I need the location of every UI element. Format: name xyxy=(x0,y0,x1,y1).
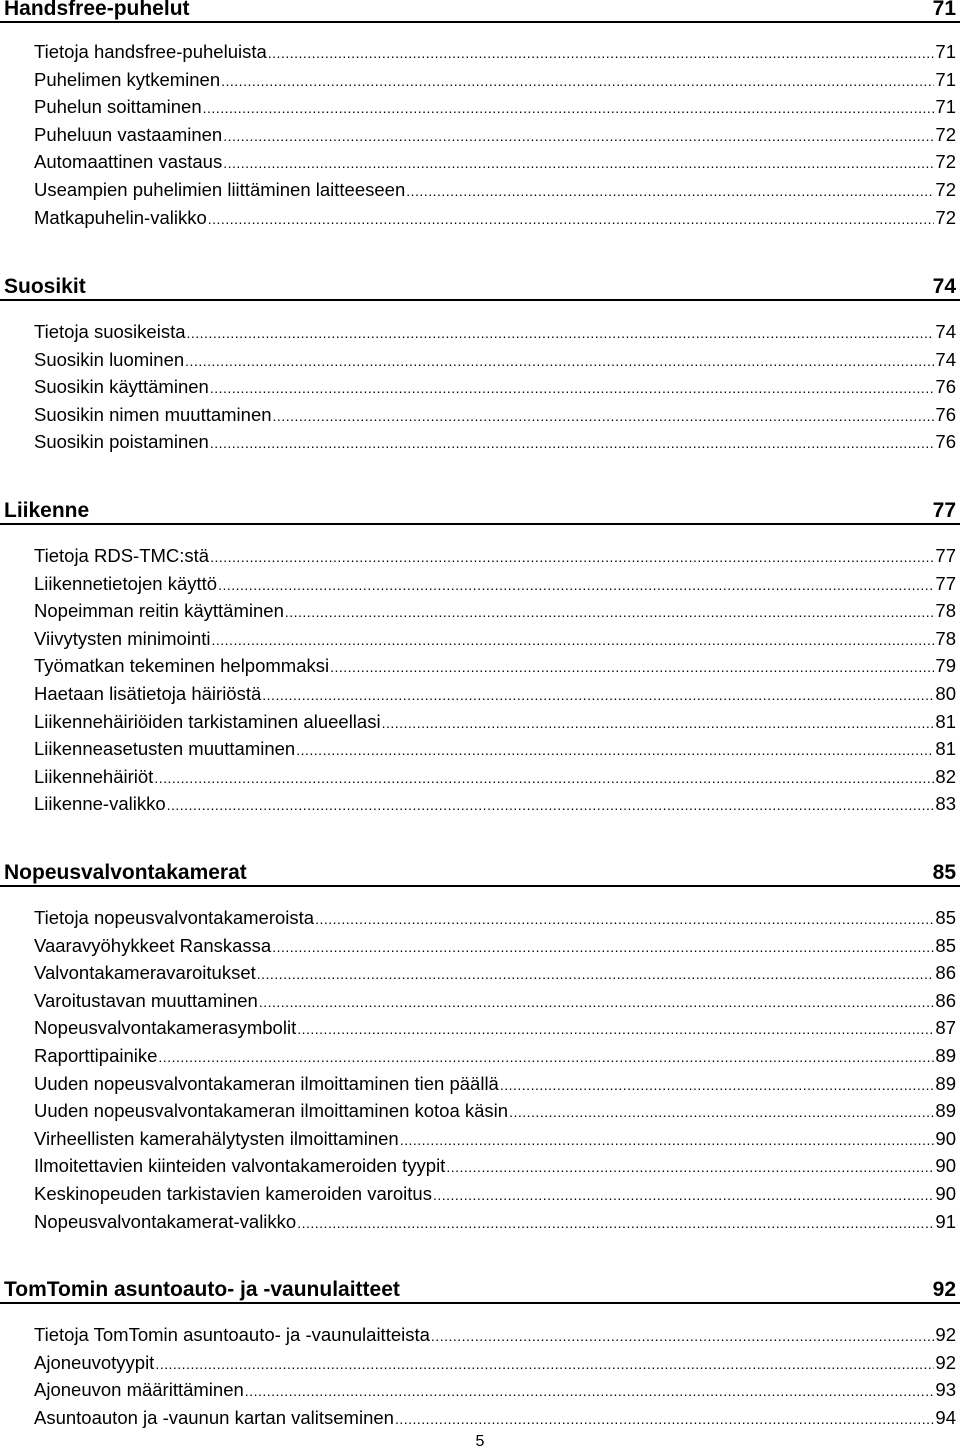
dot-leader xyxy=(509,1099,934,1127)
entry-page: 92 xyxy=(935,1324,956,1345)
dot-leader xyxy=(431,1323,935,1351)
entry-title: Automaattinen vastaus xyxy=(34,151,223,173)
entry-page: 86 xyxy=(935,962,956,984)
toc-entry[interactable] xyxy=(0,790,960,818)
section-heading xyxy=(0,0,960,23)
toc-entry[interactable] xyxy=(0,959,960,987)
entry-title: Viivytysten minimointi xyxy=(34,627,211,649)
entry-title: Uuden nopeusvalvontakameran ilmoittaminen kotoa käsin xyxy=(34,1100,509,1122)
toc-entry[interactable] xyxy=(0,1404,960,1432)
toc-entry[interactable] xyxy=(0,401,960,429)
dot-leader xyxy=(187,320,935,348)
toc-entry[interactable] xyxy=(0,708,960,736)
entry-title: Tietoja TomTomin asuntoauto- ja -vaunulaitteista xyxy=(34,1324,430,1345)
entry-page: 74 xyxy=(935,321,956,342)
toc-entry[interactable] xyxy=(0,763,960,791)
dot-leader xyxy=(259,989,935,1017)
entry-title: Suosikin luominen xyxy=(34,348,185,370)
entry-page: 74 xyxy=(935,348,956,370)
dot-leader xyxy=(297,1016,934,1044)
dot-leader xyxy=(446,1154,934,1182)
dot-leader xyxy=(203,95,935,123)
entry-page: 91 xyxy=(935,1210,956,1232)
entry-page: 77 xyxy=(935,545,956,566)
dot-leader xyxy=(167,792,935,820)
toc-section-liikenne xyxy=(0,499,960,818)
entry-title: Suosikin nimen muuttaminen xyxy=(34,403,272,425)
entry-title: Liikennehäiriöt xyxy=(34,765,154,787)
toc-entry[interactable] xyxy=(0,204,960,232)
entry-page: 90 xyxy=(935,1155,956,1177)
entry-page: 83 xyxy=(935,793,956,815)
entry-page: 72 xyxy=(935,151,956,173)
toc-entry[interactable] xyxy=(0,93,960,121)
entry-page: 93 xyxy=(935,1379,956,1401)
toc-entry[interactable] xyxy=(0,735,960,763)
entry-list xyxy=(0,38,960,231)
entry-title: Raporttipainike xyxy=(34,1044,158,1066)
entry-title: Tietoja RDS-TMC:stä xyxy=(34,545,210,566)
toc-section-tomtom-asuntoauto xyxy=(0,1278,960,1431)
entry-page: 90 xyxy=(935,1182,956,1204)
toc-entry[interactable] xyxy=(0,38,960,66)
toc-entry[interactable] xyxy=(0,1180,960,1208)
dot-leader xyxy=(154,765,934,793)
entry-title: Valvontakameravaroitukset xyxy=(34,962,256,984)
section-page-number: 85 xyxy=(932,861,956,884)
toc-entry[interactable] xyxy=(0,987,960,1015)
entry-title: Ilmoitettavien kiinteiden valvontakameroiden tyypit xyxy=(34,1155,446,1177)
toc-entry[interactable] xyxy=(0,1042,960,1070)
dot-leader xyxy=(272,934,934,962)
dot-leader xyxy=(223,150,934,178)
entry-page: 82 xyxy=(935,765,956,787)
entry-list xyxy=(0,318,960,456)
entry-title: Virheellisten kamerahälytysten ilmoittaminen xyxy=(34,1127,399,1149)
dot-leader xyxy=(395,1406,934,1434)
entry-page: 78 xyxy=(935,627,956,649)
entry-page: 80 xyxy=(935,682,956,704)
toc-entry[interactable] xyxy=(0,1376,960,1404)
dot-leader xyxy=(208,206,935,234)
dot-leader xyxy=(406,178,934,206)
section-title: Handsfree-puhelut xyxy=(4,0,190,20)
toc-entry[interactable] xyxy=(0,1152,960,1180)
entry-page: 76 xyxy=(935,403,956,425)
toc-entry[interactable] xyxy=(0,1070,960,1098)
dot-leader xyxy=(400,1127,935,1155)
entry-page: 94 xyxy=(935,1406,956,1428)
toc-entry[interactable] xyxy=(0,1208,960,1236)
toc-section-handsfree xyxy=(0,0,960,231)
dot-leader xyxy=(221,68,934,96)
toc-entry[interactable] xyxy=(0,1097,960,1125)
dot-leader xyxy=(218,572,934,600)
toc-entry[interactable] xyxy=(0,932,960,960)
toc-entry[interactable] xyxy=(0,1014,960,1042)
entry-page: 85 xyxy=(935,934,956,956)
toc-entry[interactable] xyxy=(0,597,960,625)
toc-entry[interactable] xyxy=(0,1125,960,1153)
dot-leader xyxy=(382,710,935,738)
dot-leader xyxy=(273,403,935,431)
dot-leader xyxy=(212,627,935,655)
entry-title: Varoitustavan muuttaminen xyxy=(34,989,258,1011)
entry-title: Uuden nopeusvalvontakameran ilmoittaminen tien päällä xyxy=(34,1072,499,1094)
dot-leader xyxy=(210,375,935,403)
dot-leader xyxy=(296,737,934,765)
entry-title: Liikennetietojen käyttö xyxy=(34,572,218,594)
entry-list xyxy=(0,904,960,1235)
dot-leader xyxy=(285,599,935,627)
dot-leader xyxy=(185,348,934,376)
entry-page: 71 xyxy=(935,68,956,90)
entry-title: Ajoneuvotyypit xyxy=(34,1351,155,1373)
entry-page: 89 xyxy=(935,1100,956,1122)
entry-title: Useampien puhelimien liittäminen laitteeseen xyxy=(34,178,406,200)
entry-title: Keskinopeuden tarkistavien kameroiden varoitus xyxy=(34,1182,432,1204)
toc-entry[interactable] xyxy=(0,428,960,456)
section-page-number: 92 xyxy=(932,1278,956,1301)
entry-title: Tietoja suosikeista xyxy=(34,321,186,342)
section-title: Suosikit xyxy=(4,275,86,298)
toc-entry[interactable] xyxy=(0,148,960,176)
entry-page: 85 xyxy=(935,907,956,928)
entry-title: Vaaravyöhykkeet Ranskassa xyxy=(34,934,272,956)
toc-entry[interactable] xyxy=(0,176,960,204)
toc-entry[interactable] xyxy=(0,318,960,346)
entry-title: Tietoja nopeusvalvontakameroista xyxy=(34,907,315,928)
entry-title: Liikenne-valikko xyxy=(34,793,166,815)
dot-leader xyxy=(210,430,935,458)
toc-entry[interactable] xyxy=(0,346,960,374)
section-page-number: 71 xyxy=(932,0,956,20)
entry-page: 81 xyxy=(935,738,956,760)
section-title: TomTomin asuntoauto- ja -vaunulaitteet xyxy=(4,1278,400,1301)
entry-title: Nopeimman reitin käyttäminen xyxy=(34,600,284,622)
entry-title: Liikennehäiriöiden tarkistaminen alueellasi xyxy=(34,710,381,732)
entry-list xyxy=(0,542,960,818)
toc-entry[interactable] xyxy=(0,570,960,598)
dot-leader xyxy=(245,1378,935,1406)
dot-leader xyxy=(223,123,934,151)
entry-page: 87 xyxy=(935,1017,956,1039)
entry-page: 92 xyxy=(935,1351,956,1373)
entry-page: 71 xyxy=(935,41,956,62)
dot-leader xyxy=(433,1182,934,1210)
toc-section-suosikit xyxy=(0,275,960,456)
section-page-number: 77 xyxy=(932,499,956,522)
entry-title: Nopeusvalvontakamerat-valikko xyxy=(34,1210,297,1232)
toc-entry[interactable] xyxy=(0,542,960,570)
entry-title: Liikenneasetusten muuttaminen xyxy=(34,738,296,760)
entry-page: 79 xyxy=(935,655,956,677)
entry-title: Tietoja handsfree-puheluista xyxy=(34,41,267,62)
entry-title: Puhelimen kytkeminen xyxy=(34,68,221,90)
section-heading xyxy=(0,861,960,887)
entry-page: 90 xyxy=(935,1127,956,1149)
entry-list xyxy=(0,1321,960,1431)
toc-entry[interactable] xyxy=(0,1321,960,1349)
section-title: Nopeusvalvontakamerat xyxy=(4,861,247,884)
dot-leader xyxy=(262,682,934,710)
entry-page: 78 xyxy=(935,600,956,622)
toc-section-nopeusvalvontakamerat xyxy=(0,861,960,1235)
entry-page: 81 xyxy=(935,710,956,732)
dot-leader xyxy=(155,1351,934,1379)
entry-title: Suosikin käyttäminen xyxy=(34,376,209,398)
toc-entry[interactable] xyxy=(0,652,960,680)
entry-page: 77 xyxy=(935,572,956,594)
entry-title: Työmatkan tekeminen helpommaksi xyxy=(34,655,330,677)
entry-page: 72 xyxy=(935,178,956,200)
entry-title: Haetaan lisätietoja häiriöstä xyxy=(34,682,262,704)
dot-leader xyxy=(315,906,934,934)
dot-leader xyxy=(210,544,934,572)
dot-leader xyxy=(500,1072,935,1100)
entry-title: Nopeusvalvontakamerasymbolit xyxy=(34,1017,297,1039)
toc-entry[interactable] xyxy=(0,373,960,401)
entry-title: Matkapuhelin-valikko xyxy=(34,206,207,228)
section-heading xyxy=(0,275,960,301)
entry-page: 76 xyxy=(935,376,956,398)
section-page-number: 74 xyxy=(932,275,956,298)
entry-page: 72 xyxy=(935,123,956,145)
entry-page: 71 xyxy=(935,96,956,118)
dot-leader xyxy=(330,654,934,682)
section-heading xyxy=(0,1278,960,1304)
entry-title: Ajoneuvon määrittäminen xyxy=(34,1379,244,1401)
section-heading xyxy=(0,499,960,525)
toc-entry[interactable] xyxy=(0,66,960,94)
entry-page: 86 xyxy=(935,989,956,1011)
entry-page: 76 xyxy=(935,431,956,453)
entry-page: 72 xyxy=(935,206,956,228)
toc-entry[interactable] xyxy=(0,625,960,653)
entry-title: Asuntoauton ja -vaunun kartan valitseminen xyxy=(34,1406,394,1428)
toc-entry[interactable] xyxy=(0,1349,960,1377)
entry-page: 89 xyxy=(935,1072,956,1094)
entry-title: Suosikin poistaminen xyxy=(34,431,209,453)
toc-entry[interactable] xyxy=(0,121,960,149)
dot-leader xyxy=(158,1044,934,1072)
entry-title: Puhelun soittaminen xyxy=(34,96,202,118)
entry-page: 89 xyxy=(935,1044,956,1066)
toc-entry[interactable] xyxy=(0,680,960,708)
entry-title: Puheluun vastaaminen xyxy=(34,123,223,145)
dot-leader xyxy=(268,40,935,68)
page-number: 5 xyxy=(475,1433,485,1450)
section-title: Liikenne xyxy=(4,499,90,522)
dot-leader xyxy=(257,961,935,989)
dot-leader xyxy=(297,1210,934,1238)
toc-entry[interactable] xyxy=(0,904,960,932)
